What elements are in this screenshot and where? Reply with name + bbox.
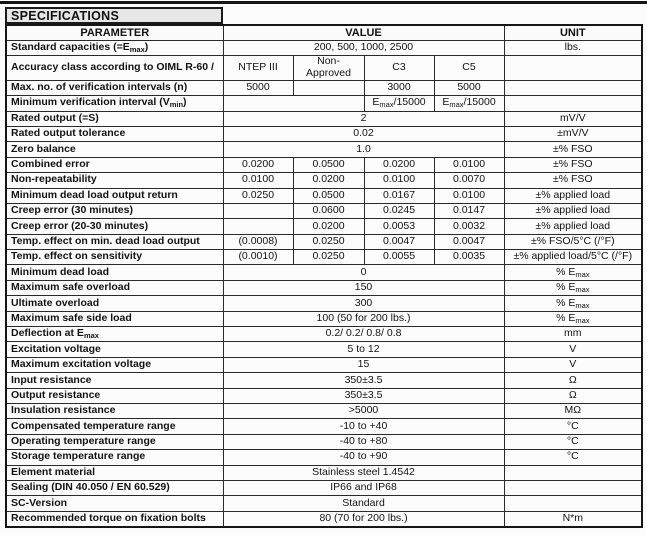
unit-cell: mm [504,327,642,342]
value-cell: 0.0100 [223,173,293,188]
value-cell: -40 to +80 [223,434,504,449]
unit-cell: ±% applied load [504,219,642,234]
value-cell: 0.0250 [293,234,364,249]
value-cell: 0.0500 [293,157,364,172]
value-cell: 150 [223,280,504,295]
param-cell: Zero balance [6,142,223,157]
table-row [6,311,642,326]
value-cell: 0.0200 [223,157,293,172]
value-cell: -40 to +90 [223,450,504,465]
unit-cell: % $E_{max}$ [504,311,642,326]
param-cell: Insulation resistance [6,403,223,418]
param-cell: Maximum safe side load [6,311,223,326]
param-cell: Minimum dead load output return [6,188,223,203]
value-cell [223,96,364,111]
value-cell: IP66 and IP68 [223,480,504,495]
param-cell: Non-repeatability [6,173,223,188]
param-cell: Excitation voltage [6,342,223,357]
unit-cell: ±% FSO [504,157,642,172]
table-row [6,357,642,372]
unit-cell: mV/V [504,111,642,126]
table-row [6,480,642,495]
value-cell: (0.0010) [223,250,293,265]
value-cell: 0.0055 [364,250,434,265]
value-cell: 15 [223,357,504,372]
unit-cell [504,56,642,81]
unit-cell: V [504,357,642,372]
value-cell [223,203,293,218]
unit-cell: % $E_{max}$ [504,280,642,295]
table-row [6,511,642,526]
param-cell: Temp. effect on sensitivity [6,250,223,265]
table-row [6,403,642,418]
unit-cell: Ω [504,388,642,403]
table-row [6,219,642,234]
unit-cell: N*m [504,511,642,526]
unit-cell: lbs. [504,40,642,55]
unit-cell: % $E_{max}$ [504,296,642,311]
table-row [6,265,642,280]
value-cell: 5000 [223,80,293,95]
top-rule [0,1,647,4]
value-cell: $E_{max}/15000$ [434,96,504,111]
value-cell: 0.0147 [434,203,504,218]
unit-cell: ±% applied load [504,203,642,218]
unit-cell: V [504,342,642,357]
value-cell: 100 (50 for 200 lbs.) [223,311,504,326]
value-cell: 0.0047 [364,234,434,249]
param-cell: Creep error (20-30 minutes) [6,219,223,234]
page-title: SPECIFICATIONS [5,7,223,24]
value-cell: 0.0032 [434,219,504,234]
param-cell: Standard capacities $(=E_{max})$ [6,40,223,55]
value-cell: 0.0100 [434,188,504,203]
unit-cell [504,496,642,511]
table-row [6,280,642,295]
spec-rows [6,40,642,526]
specifications-table [5,24,643,528]
value-cell: (0.0008) [223,234,293,249]
unit-cell: ±% applied load [504,188,642,203]
param-cell: Combined error [6,157,223,172]
value-cell: 0 [223,265,504,280]
value-cell: $E_{max}/15000$ [364,96,434,111]
table-row [6,373,642,388]
value-cell: 80 (70 for 200 lbs.) [223,511,504,526]
value-cell: 350±3.5 [223,373,504,388]
unit-cell: ±mV/V [504,126,642,141]
value-cell: 0.0250 [223,188,293,203]
value-cell: 0.0053 [364,219,434,234]
unit-cell [504,465,642,480]
value-cell: 0.0100 [434,157,504,172]
value-cell: 3000 [364,80,434,95]
table-row [6,434,642,449]
value-cell: 0.0245 [364,203,434,218]
param-cell: Rated output (=S) [6,111,223,126]
value-cell: 5000 [434,80,504,95]
table-row [6,111,642,126]
table-row [6,234,642,249]
unit-cell [504,96,642,111]
table-row [6,96,642,111]
value-cell: 0.0047 [434,234,504,249]
table-row [6,388,642,403]
table-row [6,342,642,357]
table-row [6,80,642,95]
value-cell: 350±3.5 [223,388,504,403]
value-cell: 0.0600 [293,203,364,218]
unit-cell: % $E_{max}$ [504,265,642,280]
param-cell: Minimum dead load [6,265,223,280]
table-row [6,496,642,511]
unit-cell [504,80,642,95]
value-cell: 0.0035 [434,250,504,265]
col-header-parameter: PARAMETER [6,25,223,40]
value-cell: -10 to +40 [223,419,504,434]
value-cell: 300 [223,296,504,311]
value-cell: 0.0200 [293,173,364,188]
table-row [6,250,642,265]
value-cell: 1.0 [223,142,504,157]
value-cell: 0.0070 [434,173,504,188]
table-row [6,465,642,480]
value-cell: 0.02 [223,126,504,141]
param-cell: Operating temperature range [6,434,223,449]
param-cell: Output resistance [6,388,223,403]
value-cell: 0.0167 [364,188,434,203]
value-cell: 0.0250 [293,250,364,265]
unit-cell: °C [504,419,642,434]
param-cell: Rated output tolerance [6,126,223,141]
value-cell: 2 [223,111,504,126]
param-cell: Temp. effect on min. dead load output [6,234,223,249]
table-row [6,188,642,203]
table-row [6,173,642,188]
param-cell: Deflection at $E_{max}$ [6,327,223,342]
param-cell: Input resistance [6,373,223,388]
value-cell: Standard [223,496,504,511]
unit-cell: Ω [504,373,642,388]
unit-cell: ±% FSO/5°C (/°F) [504,234,642,249]
param-cell: Creep error (30 minutes) [6,203,223,218]
param-cell: Element material [6,465,223,480]
table-row [6,56,642,81]
unit-cell: ±% FSO [504,173,642,188]
table-row [6,203,642,218]
table-row [6,419,642,434]
table-row [6,142,642,157]
value-cell: 0.0200 [364,157,434,172]
unit-cell: ±% applied load/5°C (/°F) [504,250,642,265]
value-cell: 0.2/ 0.2/ 0.8/ 0.8 [223,327,504,342]
param-cell: Maximum excitation voltage [6,357,223,372]
param-cell: Storage temperature range [6,450,223,465]
unit-cell: MΩ [504,403,642,418]
header-row [6,25,642,40]
param-cell: Sealing (DIN 40.050 / EN 60.529) [6,480,223,495]
value-cell [223,219,293,234]
param-cell: Ultimate overload [6,296,223,311]
param-cell: Minimum verification interval $(V_{min})$ [6,96,223,111]
param-cell: Max. no. of verification intervals (n) [6,80,223,95]
unit-cell: ±% FSO [504,142,642,157]
col-header-value: VALUE [223,25,504,40]
value-cell: C3 [364,56,434,81]
value-cell: 0.0200 [293,219,364,234]
table-row [6,157,642,172]
value-cell [293,80,364,95]
value-cell: 5 to 12 [223,342,504,357]
value-cell: C5 [434,56,504,81]
value-cell: 200, 500, 1000, 2500 [223,40,504,55]
param-cell: Accuracy class according to OIML R-60 / [6,56,223,81]
col-header-unit: UNIT [504,25,642,40]
table-row [6,327,642,342]
unit-cell [504,480,642,495]
unit-cell: °C [504,450,642,465]
table-row [6,126,642,141]
table-row [6,40,642,55]
value-cell: >5000 [223,403,504,418]
param-cell: SC-Version [6,496,223,511]
param-cell: Recommended torque on fixation bolts [6,511,223,526]
value-cell: Non- Approved [293,56,364,81]
value-cell: 0.0100 [364,173,434,188]
value-cell: NTEP III [223,56,293,81]
unit-cell: °C [504,434,642,449]
param-cell: Maximum safe overload [6,280,223,295]
table-row [6,450,642,465]
param-cell: Compensated temperature range [6,419,223,434]
table-row [6,296,642,311]
value-cell: Stainless steel 1.4542 [223,465,504,480]
value-cell: 0.0500 [293,188,364,203]
